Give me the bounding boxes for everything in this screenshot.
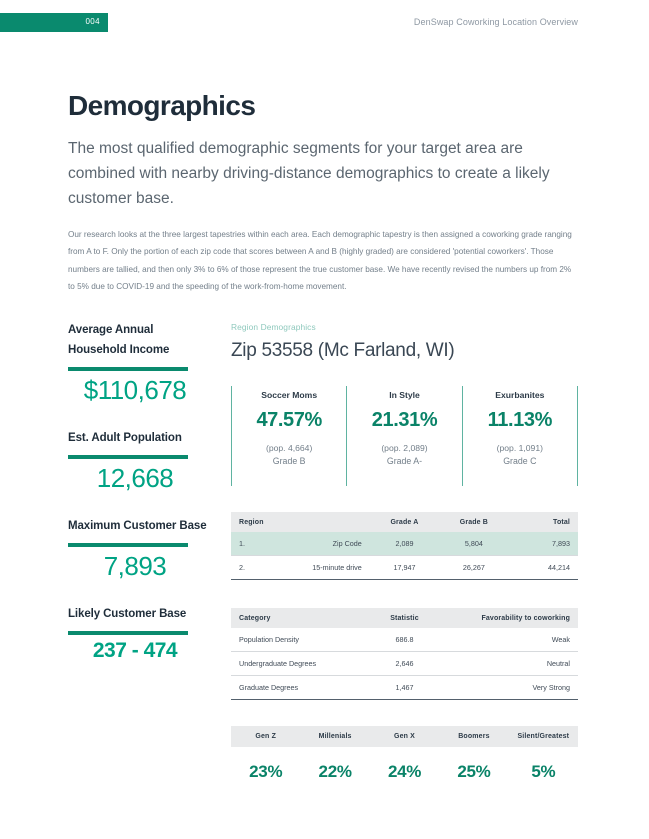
generation-label-millenials: Millenials xyxy=(318,733,352,740)
page-number-badge xyxy=(0,13,108,32)
generation-label-gen-x: Gen X xyxy=(394,733,415,740)
table-row xyxy=(231,628,578,652)
segment-population: (pop. 4,664) xyxy=(265,443,313,453)
stat-rule xyxy=(68,367,188,371)
row-favorability: Weak xyxy=(462,628,578,652)
row-favorability: Neutral xyxy=(462,652,578,676)
generation-label-gen-z: Gen Z xyxy=(255,733,276,740)
segment-grade: Grade C xyxy=(503,456,537,466)
stat-label: Average Annual Household Income xyxy=(68,324,170,356)
segment-percent: 47.57% xyxy=(256,409,322,431)
row-category: Population Density xyxy=(231,628,347,652)
stat-block-likely-customer-base xyxy=(68,604,208,663)
stat-block-average-annual-household-income xyxy=(68,320,208,406)
column-header-favorability: Favorability to coworking xyxy=(462,608,578,628)
row-grade-a: 17,947 xyxy=(370,556,439,580)
segment-name: In Style xyxy=(389,390,420,400)
document-title: DenSwap Coworking Location Overview xyxy=(413,17,578,27)
segment-grade: Grade B xyxy=(272,456,306,466)
segment-percent: 11.13% xyxy=(487,409,552,431)
segment-percent: 21.31% xyxy=(371,409,438,431)
region-table xyxy=(231,512,578,580)
generation-value-millenials: 22% xyxy=(318,762,352,781)
page-body-copy: Our research looks at the three largest tapestries within each area. Each demographic tapestry is then assigned a coworking grade ranging from A to F. Only the portion of each zip code that scores between A and B (highly graded) are considered 'potential coworkers'. Those numbers are tallied, and then only 3% to 6% of those represent the true customer base. We have recently revised the numbers up from 2% to 5% due to COVID-19 and the speeding of the work-from-home movement. xyxy=(68,230,572,291)
stat-value: 12,668 xyxy=(96,463,174,493)
stat-rule xyxy=(68,455,188,459)
segment-name: Soccer Moms xyxy=(261,390,318,400)
segment-card xyxy=(346,386,461,486)
column-header-grade-b: Grade B xyxy=(439,512,508,532)
segment-population: (pop. 2,089) xyxy=(381,443,428,453)
generation-label-silent-greatest: Silent/Greatest xyxy=(517,733,570,740)
stat-label: Likely Customer Base xyxy=(68,608,187,620)
stat-value: 237 - 474 xyxy=(92,639,178,662)
page-number-label: 004 xyxy=(85,17,100,26)
table-header-row xyxy=(231,512,578,532)
row-statistic: 2,646 xyxy=(347,652,463,676)
table-header-row xyxy=(231,608,578,628)
column-header-total: Total xyxy=(509,512,578,532)
row-total: 7,893 xyxy=(509,532,578,556)
row-number: 1. xyxy=(231,532,300,556)
stat-rail xyxy=(68,320,208,685)
tapestry-segments xyxy=(231,386,578,486)
segment-card xyxy=(231,386,346,486)
table-row xyxy=(231,652,578,676)
stat-value: 7,893 xyxy=(103,551,167,581)
generations-breakdown xyxy=(231,726,578,782)
region-panel xyxy=(231,322,578,362)
row-grade-b: 5,804 xyxy=(439,532,508,556)
row-region-name: 15-minute drive xyxy=(300,556,369,580)
row-number: 2. xyxy=(231,556,300,580)
table-row xyxy=(231,676,578,700)
generations-header-row xyxy=(231,726,578,747)
stat-value: $110,678 xyxy=(83,375,187,405)
segment-name: Exurbanites xyxy=(495,390,545,400)
row-category: Undergraduate Degrees xyxy=(231,652,347,676)
row-total: 44,214 xyxy=(509,556,578,580)
generation-value-gen-z: 23% xyxy=(249,762,283,781)
category-table xyxy=(231,608,578,700)
row-grade-a: 2,089 xyxy=(370,532,439,556)
table-row xyxy=(231,532,578,556)
table-row xyxy=(231,556,578,580)
stat-label: Est. Adult Population xyxy=(68,432,182,444)
row-grade-b: 26,267 xyxy=(439,556,508,580)
region-title: Zip 53558 (Mc Farland, WI) xyxy=(231,340,455,361)
column-header-category: Category xyxy=(231,608,347,628)
row-region-name: Zip Code xyxy=(300,532,369,556)
page-lede: The most qualified demographic segments for your target area are combined with nearby driving-distance demographics to create a likely customer base. xyxy=(68,139,550,207)
stat-rule xyxy=(68,631,188,635)
generation-value-boomers: 25% xyxy=(457,762,491,781)
page-title: Demographics xyxy=(68,89,256,121)
segment-population: (pop. 1,091) xyxy=(496,443,543,453)
region-eyebrow: Region Demographics xyxy=(231,322,316,332)
stat-block-est-adult-population xyxy=(68,428,208,494)
segment-grade: Grade A- xyxy=(386,456,423,466)
segment-card xyxy=(462,386,578,486)
column-header-region: Region xyxy=(231,512,370,532)
generation-label-boomers: Boomers xyxy=(458,733,490,740)
column-header-grade-a: Grade A xyxy=(370,512,439,532)
row-category: Graduate Degrees xyxy=(231,676,347,700)
stat-rule xyxy=(68,543,188,547)
generation-value-silent-greatest: 5% xyxy=(531,762,556,781)
row-statistic: 686.8 xyxy=(347,628,463,652)
stat-label: Maximum Customer Base xyxy=(68,520,207,532)
generations-values-row xyxy=(231,762,578,782)
page-header xyxy=(0,13,649,33)
row-statistic: 1,467 xyxy=(347,676,463,700)
generation-value-gen-x: 24% xyxy=(387,762,422,781)
column-header-statistic: Statistic xyxy=(347,608,463,628)
stat-block-maximum-customer-base xyxy=(68,516,208,582)
row-favorability: Very Strong xyxy=(462,676,578,700)
